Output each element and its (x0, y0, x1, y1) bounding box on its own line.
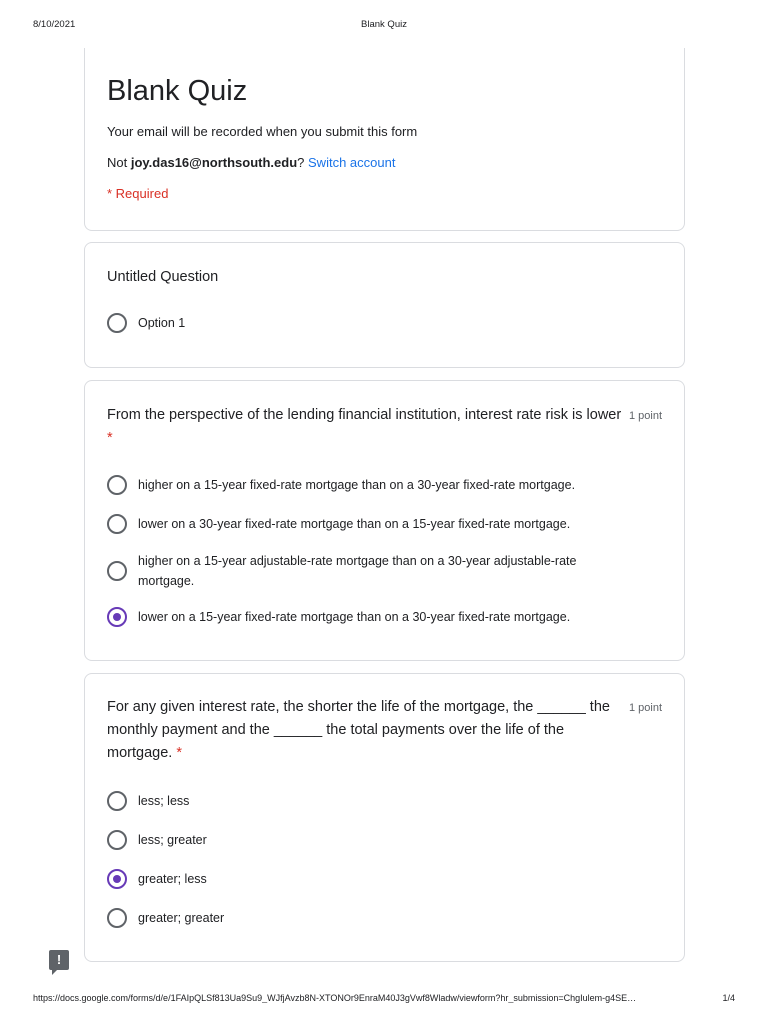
account-email: joy.das16@northsouth.edu (130, 155, 298, 170)
required-star: * (176, 745, 182, 761)
required-note: * Required (107, 186, 169, 201)
option-radio[interactable] (107, 551, 618, 591)
radio-button-icon[interactable] (107, 908, 127, 928)
option-label: greater; less (138, 872, 207, 886)
question-mark: ? (297, 155, 305, 170)
email-notice: Your email will be recorded when you submit this form (107, 124, 418, 139)
question-text: For any given interest rate, the shorter the life of the mortgage, the ______ the monthly payment and the ______ the total payments over the life of the mortgage. (107, 699, 610, 761)
switch-account-link[interactable]: Switch account (308, 155, 396, 170)
option-label: lower on a 15-year fixed-rate mortgage than on a 30-year fixed-rate mortgage. (138, 610, 571, 624)
radio-button-icon[interactable] (107, 514, 127, 534)
print-date: 8/10/2021 (33, 19, 76, 30)
question-text: From the perspective of the lending financial institution, interest rate risk is lower (107, 407, 622, 423)
question-title (107, 404, 627, 450)
option-label: less; greater (138, 833, 207, 847)
not-prefix: Not (107, 155, 128, 170)
print-footer (0, 993, 768, 1007)
radio-button-icon[interactable] (107, 791, 127, 811)
option-radio[interactable] (107, 830, 618, 850)
form-header-card (84, 48, 685, 231)
question-title: Untitled Question (107, 269, 219, 285)
radio-button-checked-icon[interactable] (107, 607, 127, 627)
required-star: * (107, 430, 113, 446)
option-radio[interactable] (107, 475, 618, 495)
option-radio-selected[interactable] (107, 607, 618, 627)
question-card-3 (84, 673, 685, 962)
option-radio[interactable] (107, 313, 618, 333)
question-title (107, 696, 627, 765)
question-card-2 (84, 380, 685, 661)
option-radio[interactable] (107, 791, 618, 811)
option-label: Option 1 (138, 316, 186, 330)
option-label: lower on a 30-year fixed-rate mortgage than on a 15-year fixed-rate mortgage. (138, 517, 571, 531)
option-label: greater; greater (138, 911, 225, 925)
radio-button-icon[interactable] (107, 313, 127, 333)
form-title: Blank Quiz (107, 75, 248, 107)
option-radio-selected[interactable] (107, 869, 618, 889)
option-radio[interactable] (107, 514, 618, 534)
page-url: https://docs.google.com/forms/d/e/1FAIpQLSf813Ua9Su9_WJfjAvzb8N-XTONOr9EnraM40J3gVwf8Wladw/viewform?hr_submission=ChgIulem-g4SE… (33, 993, 637, 1003)
option-label: higher on a 15-year adjustable-rate mortgage than on a 30-year adjustable-rate mortgage. (138, 554, 577, 588)
account-line (107, 154, 395, 172)
question-card-1 (84, 242, 685, 368)
option-radio[interactable] (107, 908, 618, 928)
print-title: Blank Quiz (361, 19, 407, 30)
radio-button-icon[interactable] (107, 830, 127, 850)
radio-button-icon[interactable] (107, 561, 127, 581)
option-label: less; less (138, 794, 190, 808)
print-header (0, 19, 768, 33)
page-number: 1/4 (722, 993, 735, 1003)
radio-button-checked-icon[interactable] (107, 869, 127, 889)
points-label: 1 point (628, 410, 662, 422)
points-label: 1 point (628, 702, 662, 714)
radio-button-icon[interactable] (107, 475, 127, 495)
report-feedback-icon[interactable]: ! (49, 950, 69, 970)
option-label: higher on a 15-year fixed-rate mortgage than on a 30-year fixed-rate mortgage. (138, 478, 576, 492)
